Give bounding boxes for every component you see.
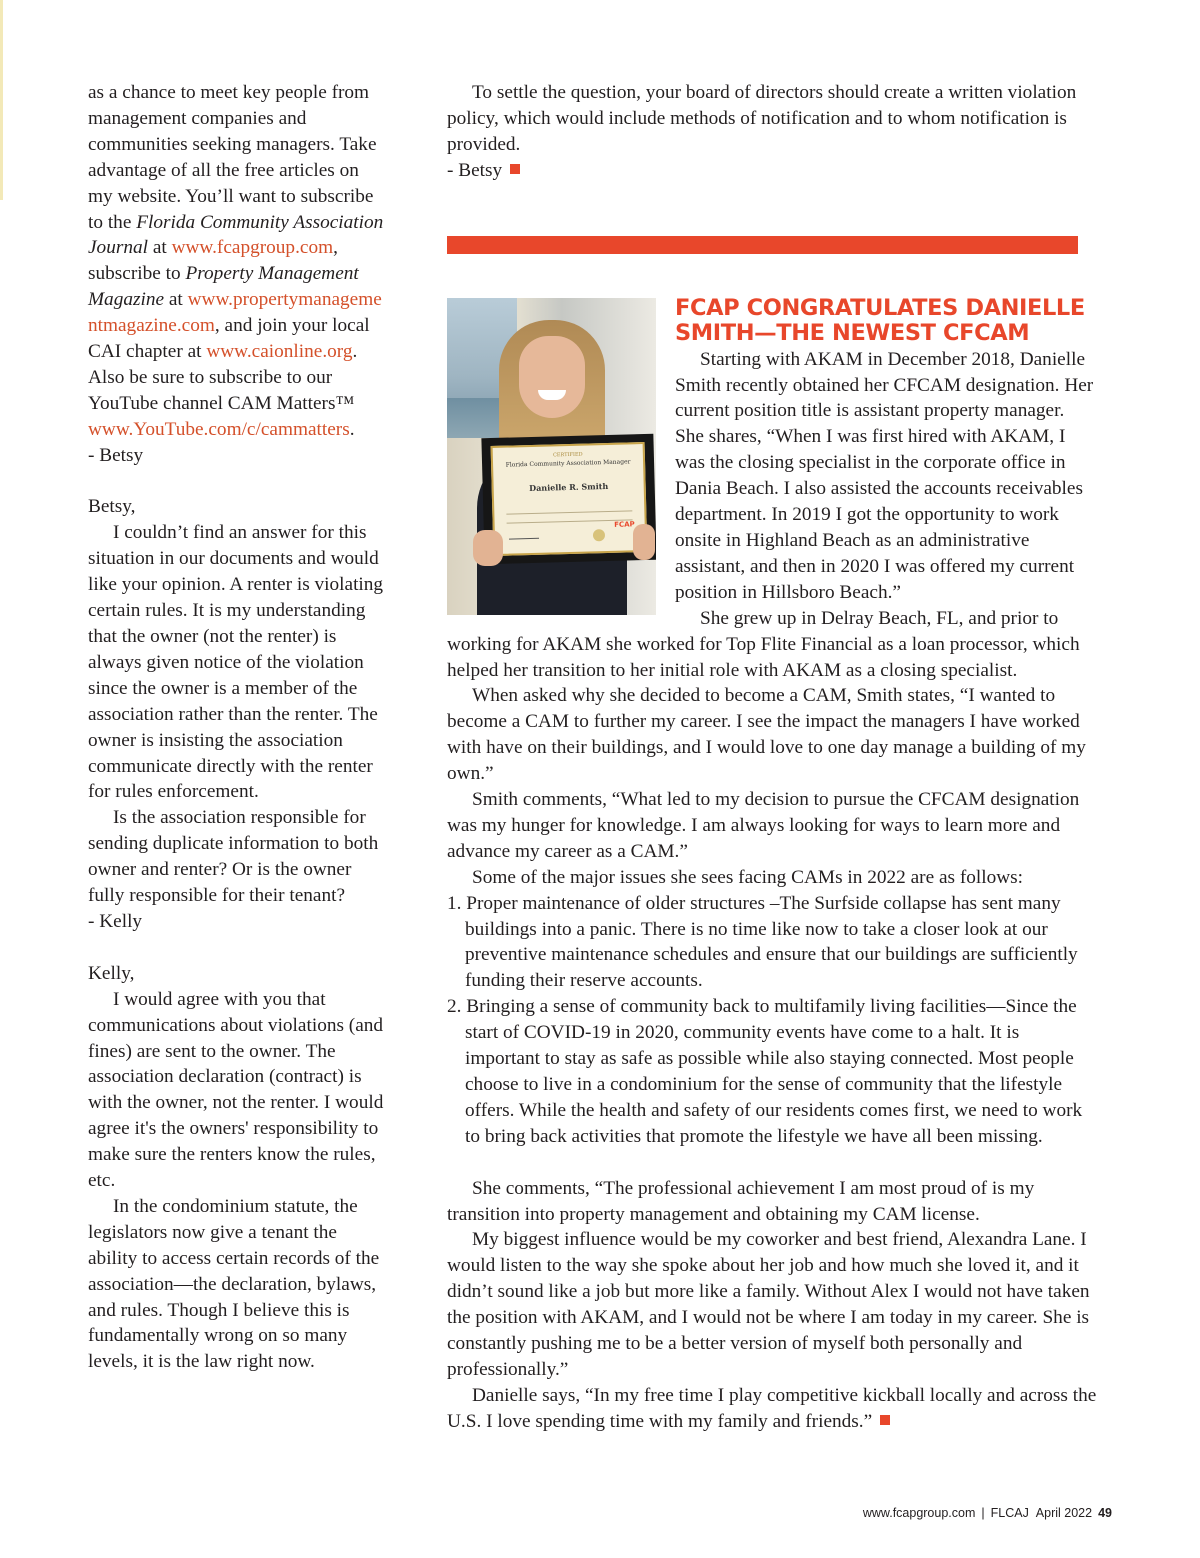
section-divider-bar [447, 236, 1078, 254]
article-paragraph-7: My biggest influence would be my coworker and best friend, Alexandra Lane. I would listen to the way she spoke about her job and how much she loved it, and it didn’t sound like a job but more like a family. Without Alex I would not have taken the position with AKAM, and I would not be where I am today in my career. She is constantly pushing me to be a better version of myself both personally and professionally.” [447, 1229, 1090, 1380]
reply-statute-paragraph: In the condominium statute, the legislators now give a tenant the ability to access certain records of the association—the declaration, bylaws, and rules. Though I believe this is fundamentally wrong on so many levels, it is the law right now. [88, 1195, 380, 1373]
certificate-title: Florida Community Association Manager [505, 458, 631, 469]
page-edge-strip [0, 0, 3, 200]
certificate-small-text: CERTIFIED [552, 451, 583, 459]
article-headline: FCAP CONGRATULATES DANIELLE SMITH—THE NEWEST CFCAM [675, 294, 1085, 346]
signature-kelly: - Kelly [88, 910, 143, 932]
page-number: 49 [1098, 1506, 1112, 1520]
journal-name: Florida Community Association Journal [88, 211, 384, 259]
spacer [88, 469, 388, 495]
youtube-channel-link[interactable]: www.YouTube.com/c/cammatters [88, 418, 350, 440]
left-column [88, 80, 388, 1375]
period-text: . [349, 418, 355, 440]
youtube-text: . Also be sure to subscribe to our YouTube channel CAM Matters™ [88, 341, 358, 414]
letter-paragraph: I couldn’t find an answer for this situation in our documents and would like your opinion. A renter is violating certain rules. It is my understanding that the owner (not the renter) is always given notice of the violation since the owner is a member of the association rather than the renter. The owner is insisting the association communicate directly with the renter for rules enforcement. [88, 522, 384, 803]
subscribe-text: , subscribe to [88, 237, 338, 285]
signature-betsy-end [447, 158, 1097, 184]
certificate-frame [481, 433, 656, 563]
photo-face [519, 336, 585, 418]
footer-site: www.fcapgroup.com [862, 1506, 976, 1520]
magazine-name: Property Management Magazine [88, 263, 359, 311]
certificate-name: Danielle R. Smith [529, 480, 609, 493]
certificate [491, 442, 648, 556]
article-paragraph-8 [447, 1383, 1097, 1435]
article-paragraph-5: Some of the major issues she sees facing CAMs in 2022 are as follows: [472, 866, 1024, 888]
spacer [88, 935, 388, 961]
article-paragraph-1: Starting with AKAM in December 2018, Danielle Smith recently obtained her CFCAM designation. Her current position title is assistant property manager. She shares, “When I was first hired with AKAM, I was the closing specialist in the corporate office in Dania Beach. I also assisted the accounts receivables department. In 2019 I got the opportunity to work onsite in Highland Beach as an administrative assistant, and then in 2020 I was offered my current position in Hillsboro Beach.” [675, 348, 1094, 603]
pmm-website-link[interactable]: www.propertymanagementmagazine.com [88, 289, 382, 337]
end-mark-icon [510, 164, 520, 174]
cai-website-link[interactable]: www.caionline.org [206, 341, 353, 363]
photo-hand-right [633, 524, 655, 560]
right-column [447, 80, 1097, 1435]
photo-smile [538, 390, 566, 400]
violation-policy-paragraph: To settle the question, your board of directors should create a written violation policy, which would include methods of notification and to whom notification is provided. [447, 82, 1077, 155]
spacer [447, 1150, 1097, 1176]
article-paragraph-6: She comments, “The professional achievement I am most proud of is my transition into property management and obtaining my CAM license. [447, 1177, 1035, 1225]
join-cai-text: , and join your local CAI chapter at [88, 315, 370, 363]
list-item: 2. Bringing a sense of community back to multifamily living facilities—Since the start of COVID-19 in 2020, community events have come to a halt. It is important to stay as safe as possible while also staying connected. Most people choose to live in a condominium for the sense of community that the lifestyle offers. While the health and safety of our residents comes first, we need to work to bring back activities that promote the lifestyle we have all been missing. [447, 996, 1083, 1147]
salutation-betsy: Betsy, [88, 496, 136, 518]
certificate-signature [509, 531, 539, 539]
article-paragraph-3: When asked why she decided to become a CAM, Smith states, “I wanted to become a CAM to further my career. I see the impact the managers I have worked with have on their buildings, and I would love to one day manage a building of my own.” [447, 685, 1086, 785]
list-item: 1. Proper maintenance of older structures –The Surfside collapse has sent many buildings into a panic. There is no time like now to take a closer look at our preventive maintenance schedules and ensure that our buildings are sufficiently funding their reserve accounts. [447, 892, 1078, 992]
article-closing-text: Danielle says, “In my free time I play competitive kickball locally and across the U.S. I love spending time with my family and friends.” [447, 1384, 1097, 1432]
signature-betsy-text: - Betsy [447, 159, 503, 181]
footer-date: April 2022 [1035, 1506, 1093, 1520]
resources-intro-text: as a chance to meet key people from management companies and communities seeking managers. Take advantage of all the free articles on my website. You’ll want to subscribe to the [88, 82, 377, 233]
reply-paragraph: I would agree with you that communications about violations (and fines) are sent to the owner. The association declaration (contract) is with the owner, not the renter. I would agree it's the owners' responsibility to make sure the renters know the rules, etc. [88, 988, 384, 1192]
at-text: at [152, 237, 167, 259]
at-text: at [168, 289, 183, 311]
danielle-smith-photo [447, 298, 656, 615]
photo-hand-left [473, 530, 503, 566]
certificate-logo: FCAP [614, 520, 635, 529]
article-paragraph-4: Smith comments, “What led to my decision to pursue the CFCAM designation was my hunger for knowledge. I am always looking for ways to learn more and advance my career as a CAM.” [447, 789, 1080, 862]
letter-question-paragraph: Is the association responsible for sending duplicate information to both owner and renter? Or is the owner fully responsible for their tenant? [88, 807, 379, 907]
signature-betsy: - Betsy [88, 444, 144, 466]
end-mark-icon [880, 1415, 890, 1425]
article-paragraph-2: She grew up in Delray Beach, FL, and prior to working for AKAM she worked for Top Flite Financial as a loan processor, which helped her transition to her initial role with AKAM as a closing specialist. [447, 607, 1080, 681]
footer-publication: FLCAJ [990, 1506, 1029, 1520]
salutation-kelly: Kelly, [88, 962, 135, 984]
resources-paragraph [88, 80, 388, 443]
certificate-seal-icon [593, 529, 605, 541]
issues-list [447, 891, 1097, 1150]
footer-separator: | [981, 1506, 985, 1520]
fcap-website-link[interactable]: www.fcapgroup.com [171, 237, 334, 259]
page-footer [863, 1506, 1112, 1520]
